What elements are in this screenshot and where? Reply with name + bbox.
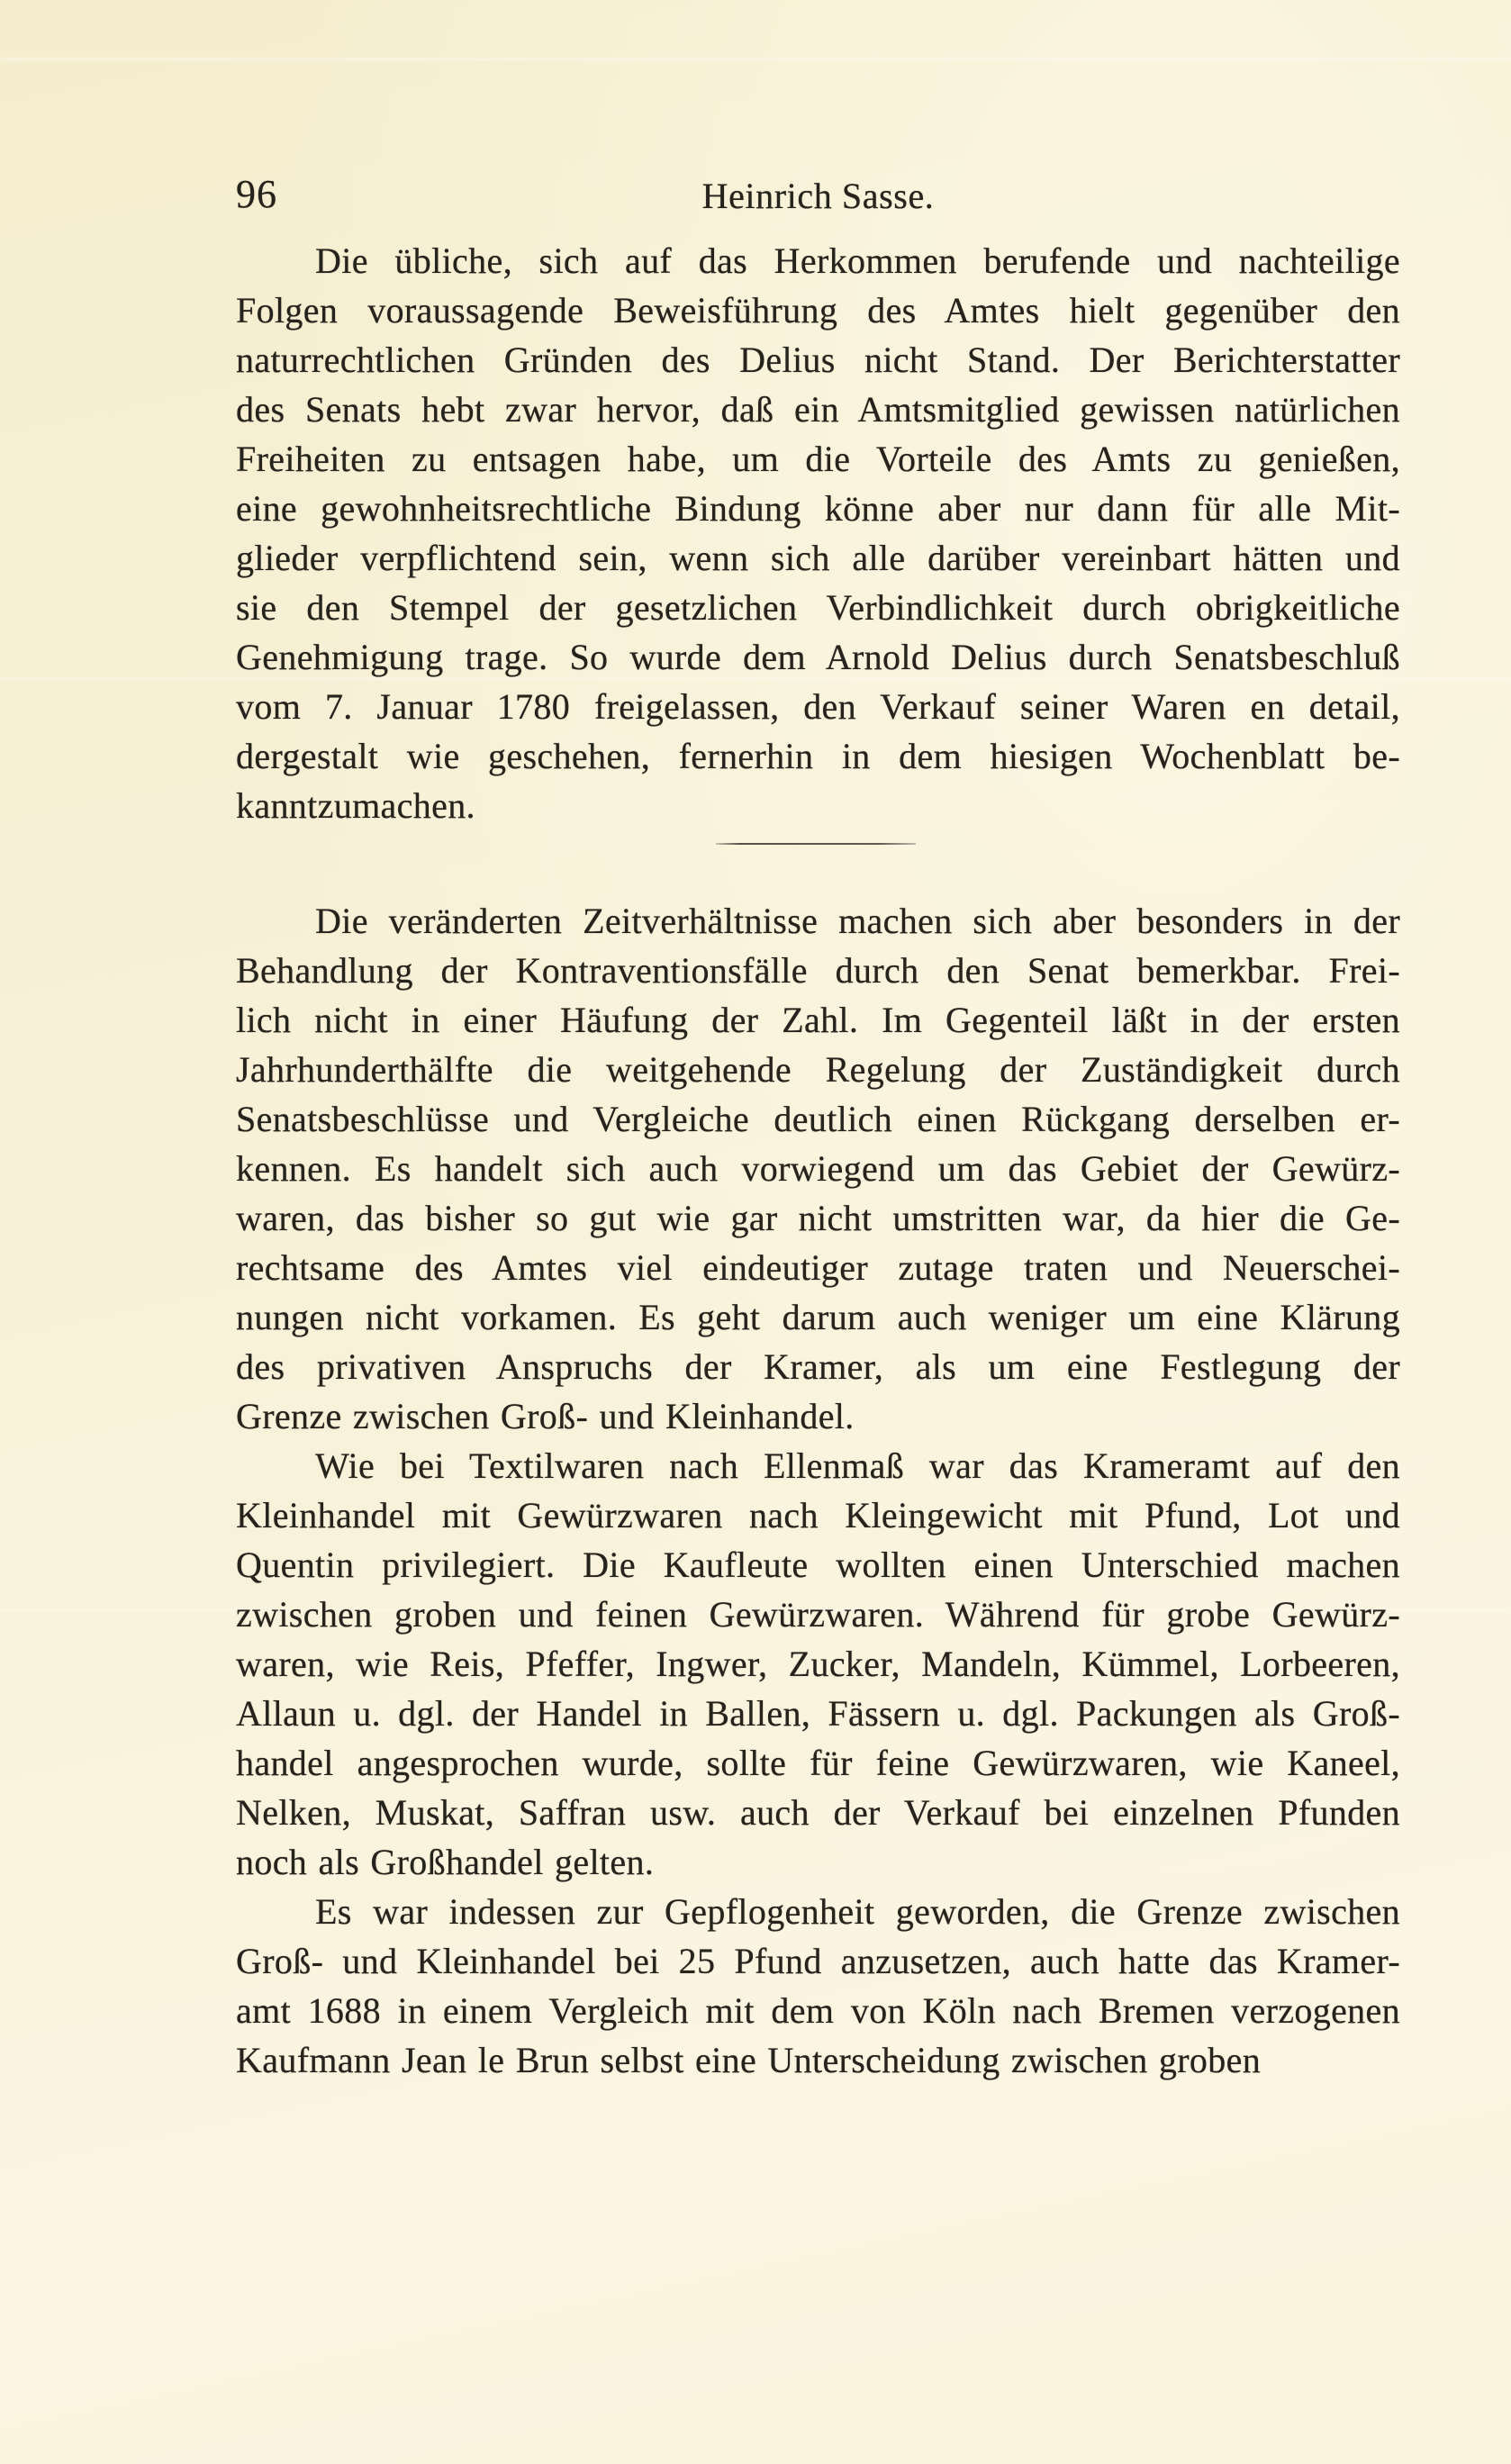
text-line: Grenze zwischen Groß- und Kleinhandel. [236, 1396, 855, 1436]
text-line: eine gewohnheitsrechtliche Bindung könne aber nur dann für alle Mit- [236, 488, 1400, 529]
page-number: 96 [236, 172, 277, 216]
section-divider [716, 843, 916, 845]
text-line: Kaufmann Jean le Brun selbst eine Unterscheidung zwischen groben [236, 2040, 1262, 2080]
text-line: Nelken, Muskat, Saffran usw. auch der Verkauf bei einzelnen Pfunden [236, 1792, 1400, 1833]
text-line: Die übliche, sich auf das Herkommen berufende und nachteilige [315, 240, 1400, 281]
text-line: Freiheiten zu entsagen habe, um die Vorteile des Amts zu genießen, [236, 439, 1400, 479]
text-line: kennen. Es handelt sich auch vorwiegend um das Gebiet der Gewürz- [236, 1148, 1400, 1189]
text-line: Allaun u. dgl. der Handel in Ballen, Fässern u. dgl. Packungen als Groß- [236, 1693, 1400, 1734]
text-line: noch als Großhandel gelten. [236, 1842, 655, 1882]
text-line: glieder verpflichtend sein, wenn sich alle darüber vereinbart hätten und [236, 538, 1400, 578]
text-line: kanntzumachen. [236, 785, 475, 826]
text-line: lich nicht in einer Häufung der Zahl. Im Gegenteil läßt in der ersten [236, 1000, 1400, 1040]
paragraph [236, 1887, 1400, 2085]
text-line: Genehmigung trage. So wurde dem Arnold Delius durch Senatsbeschluß [236, 637, 1400, 677]
text-line: Folgen voraussagende Beweisführung des Amtes hielt gegenüber den [236, 290, 1400, 331]
text-line: Jahrhunderthälfte die weitgehende Regelung der Zuständigkeit durch [236, 1049, 1400, 1090]
text-line: Kleinhandel mit Gewürzwaren nach Kleingewicht mit Pfund, Lot und [236, 1495, 1400, 1535]
text-line: dergestalt wie geschehen, fernerhin in dem hiesigen Wochenblatt be- [236, 736, 1400, 776]
page-body-continued [236, 896, 1400, 2085]
text-line: Behandlung der Kontraventionsfälle durch den Senat bemerkbar. Frei- [236, 950, 1400, 991]
text-line: waren, das bisher so gut wie gar nicht umstritten war, da hier die Ge- [236, 1198, 1400, 1238]
text-line: Groß- und Kleinhandel bei 25 Pfund anzusetzen, auch hatte das Kramer- [236, 1941, 1400, 1981]
text-line: handel angesprochen wurde, sollte für feine Gewürzwaren, wie Kaneel, [236, 1743, 1400, 1783]
text-line: vom 7. Januar 1780 freigelassen, den Verkauf seiner Waren en detail, [236, 686, 1400, 727]
paragraph [236, 1441, 1400, 1887]
paragraph [236, 236, 1400, 830]
scan-streak [0, 58, 1511, 61]
text-line: rechtsame des Amtes viel eindeutiger zutage traten und Neuerschei- [236, 1247, 1400, 1288]
text-line: waren, wie Reis, Pfeffer, Ingwer, Zucker, Mandeln, Kümmel, Lorbeeren, [236, 1644, 1400, 1684]
paragraph [236, 896, 1400, 1441]
running-head: Heinrich Sasse. [701, 176, 935, 216]
text-line: Die veränderten Zeitverhältnisse machen sich aber besonders in der [315, 901, 1400, 941]
text-line: Senatsbeschlüsse und Vergleiche deutlich einen Rückgang derselben er- [236, 1099, 1400, 1139]
text-line: zwischen groben und feinen Gewürzwaren. Während für grobe Gewürz- [236, 1594, 1400, 1635]
text-line: Quentin privilegiert. Die Kaufleute wollten einen Unterschied machen [236, 1545, 1400, 1585]
text-line: nungen nicht vorkamen. Es geht darum auch weniger um eine Klärung [236, 1297, 1400, 1337]
text-line: amt 1688 in einem Vergleich mit dem von Köln nach Bremen verzogenen [236, 1990, 1400, 2031]
text-line: Wie bei Textilwaren nach Ellenmaß war das Krameramt auf den [315, 1445, 1400, 1486]
text-line: Es war indessen zur Gepflogenheit geworden, die Grenze zwischen [315, 1891, 1400, 1932]
text-line: des Senats hebt zwar hervor, daß ein Amtsmitglied gewissen natürlichen [236, 389, 1400, 430]
text-line: des privativen Anspruchs der Kramer, als um eine Festlegung der [236, 1346, 1400, 1387]
text-line: naturrechtlichen Gründen des Delius nicht Stand. Der Berichterstatter [236, 340, 1400, 380]
text-line: sie den Stempel der gesetzlichen Verbindlichkeit durch obrigkeitliche [236, 587, 1400, 628]
